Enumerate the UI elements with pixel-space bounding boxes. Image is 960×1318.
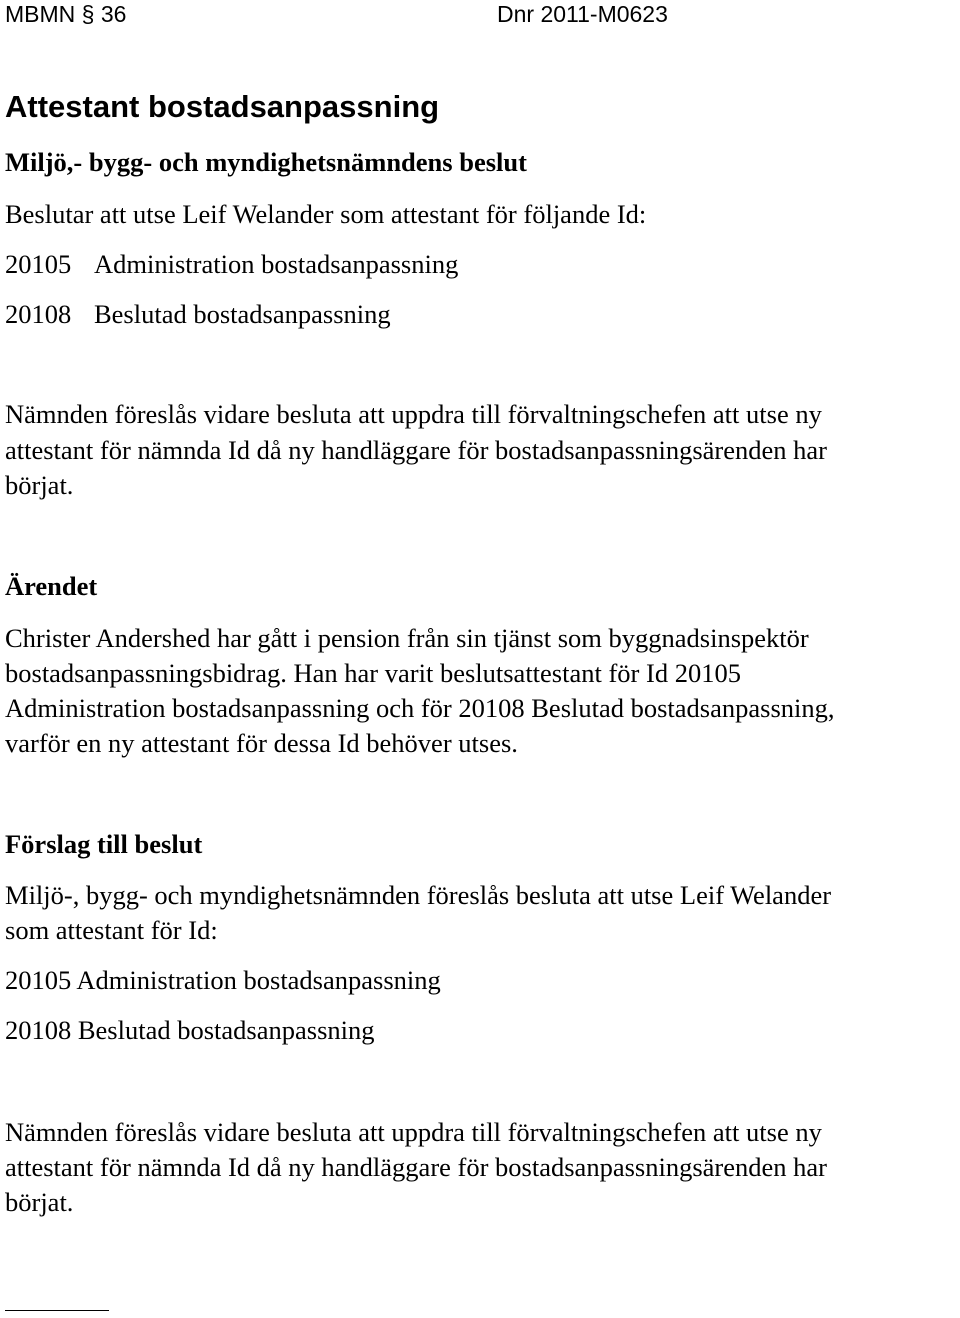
- id-name: Beslutad bostadsanpassning: [94, 299, 391, 329]
- proposal-further-line: attestant för nämnda Id då ny handläggare för bostadsanpassningsärenden har: [5, 1152, 827, 1182]
- page-title: Attestant bostadsanpassning: [5, 89, 440, 124]
- decision-id-item: [5, 246, 458, 282]
- decision-id-item: [5, 296, 391, 332]
- matter-line: varför en ny attestant för dessa Id behöver utses.: [5, 728, 518, 758]
- proposal-line: som attestant för Id:: [5, 915, 218, 945]
- decision-further-line: börjat.: [5, 470, 74, 500]
- proposal-line: Miljö-, bygg- och myndighetsnämnden föreslås besluta att utse Leif Welander: [5, 880, 832, 910]
- proposal-id-item: 20108 Beslutad bostadsanpassning: [5, 1015, 375, 1045]
- matter-line: Administration bostadsanpassning och för 20108 Beslutad bostadsanpassning,: [5, 693, 835, 723]
- id-name: Administration bostadsanpassning: [94, 249, 459, 279]
- header-section-ref: MBMN § 36: [5, 1, 127, 27]
- decision-further-line: attestant för nämnda Id då ny handläggare för bostadsanpassningsärenden har: [5, 435, 827, 465]
- proposal-further-line: börjat.: [5, 1187, 74, 1217]
- matter-line: Christer Andershed har gått i pension från sin tjänst som byggnadsinspektör: [5, 623, 809, 653]
- proposal-further-line: Nämnden föreslås vidare besluta att uppdra till förvaltningschefen att utse ny: [5, 1117, 822, 1147]
- header-dnr: Dnr 2011-M0623: [497, 1, 668, 27]
- id-code: 20105: [5, 249, 72, 279]
- decision-further-line: Nämnden föreslås vidare besluta att uppdra till förvaltningschefen att utse ny: [5, 399, 822, 429]
- decision-intro: Beslutar att utse Leif Welander som attestant för följande Id:: [5, 199, 647, 229]
- proposal-heading: Förslag till beslut: [5, 829, 203, 859]
- footnote-rule: [5, 1310, 109, 1311]
- matter-heading: Ärendet: [5, 571, 98, 601]
- proposal-id-item: 20105 Administration bostadsanpassning: [5, 965, 441, 995]
- id-code: 20108: [5, 299, 72, 329]
- decision-heading: Miljö,- bygg- och myndighetsnämndens beslut: [5, 147, 527, 177]
- matter-line: bostadsanpassningsbidrag. Han har varit beslutsattestant för Id 20105: [5, 658, 741, 688]
